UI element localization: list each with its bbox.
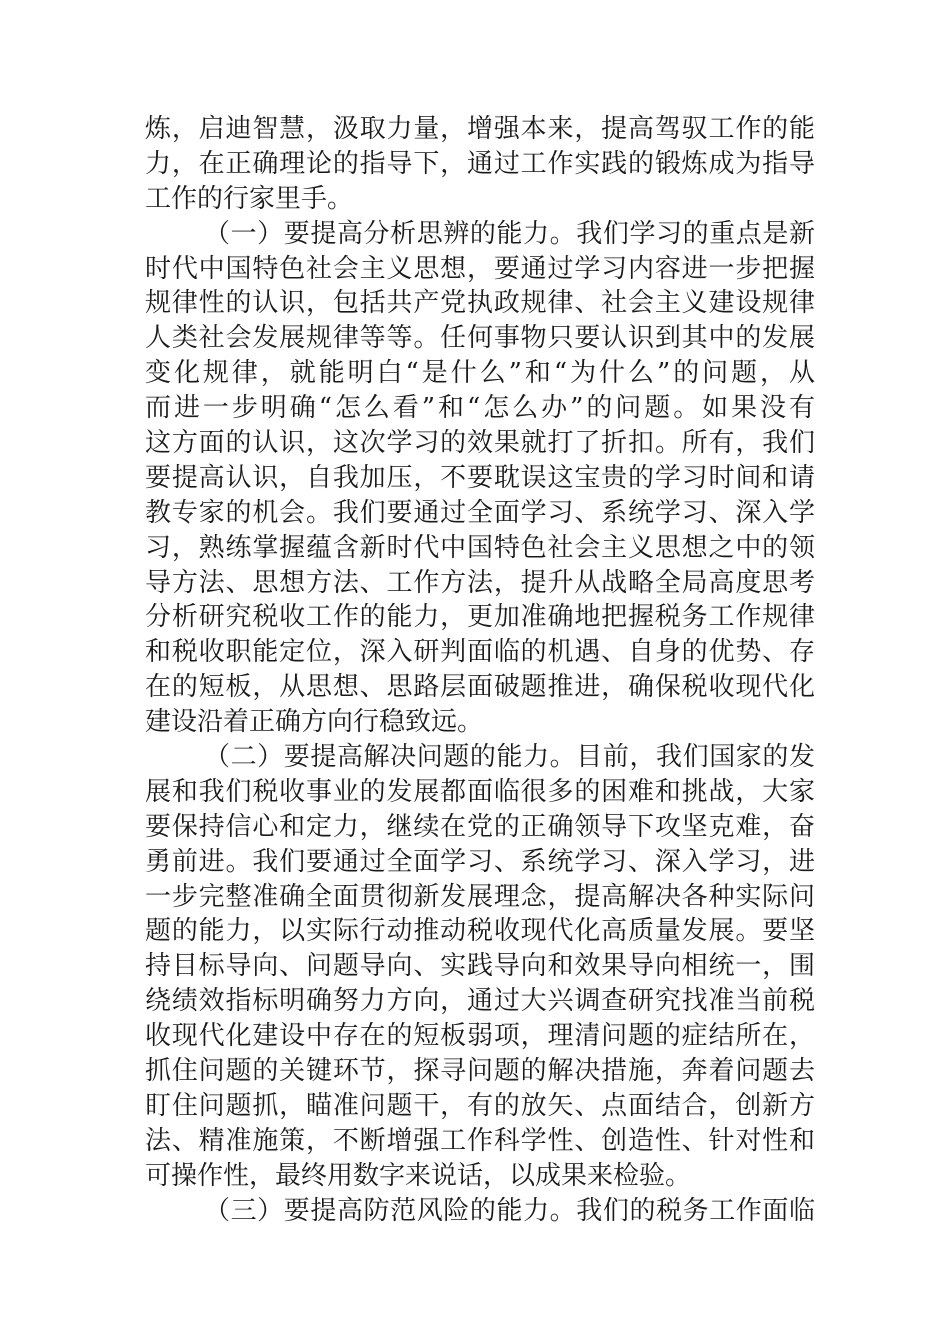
text-line: 习，熟练掌握蕴含新时代中国特色社会主义思想之中的领 <box>145 532 815 563</box>
text-line: 抓住问题的关键环节，探寻问题的解决措施，奔着问题去 <box>145 1056 815 1087</box>
section-heading-line: （一）要提高分析思辨的能力。我们学习的重点是新 <box>204 218 815 249</box>
text-line: 盯住问题抓，瞄准问题干，有的放矢、点面结合，创新方 <box>145 1090 815 1121</box>
text-line: 收现代化建设中存在的短板弱项，理清问题的症结所在， <box>145 1021 815 1052</box>
text-line: 分析研究税收工作的能力，更加准确地把握税务工作规律 <box>145 602 815 633</box>
text-line: 一步完整准确全面贯彻新发展理念，提高解决各种实际问 <box>145 881 815 912</box>
text-line: 持目标导向、问题导向、实践导向和效果导向相统一，围 <box>145 951 815 982</box>
text-line: 题的能力，以实际行动推动税收现代化高质量发展。要坚 <box>145 916 815 947</box>
text-line: 而进一步明确“怎么看”和“怎么办”的问题。如果没有 <box>145 393 815 424</box>
text-line: 建设沿着正确方向行稳致远。 <box>145 707 484 738</box>
text-line: 在的短板，从思想、思路层面破题推进，确保税收现代化 <box>145 672 815 703</box>
text-line: 时代中国特色社会主义思想，要通过学习内容进一步把握 <box>145 253 815 284</box>
text-line: 人类社会发展规律等等。任何事物只要认识到其中的发展 <box>145 323 815 354</box>
text-line: 教专家的机会。我们要通过全面学习、系统学习、深入学 <box>145 497 815 528</box>
text-line: 绕绩效指标明确努力方向，通过大兴调查研究找准当前税 <box>145 986 815 1017</box>
text-line: 可操作性，最终用数字来说话，以成果来检验。 <box>145 1160 692 1191</box>
text-line: 导方法、思想方法、工作方法，提升从战略全局高度思考 <box>145 567 815 598</box>
document-body <box>145 112 815 1229</box>
text-line: 要提高认识，自我加压，不要耽误这宝贵的学习时间和请 <box>145 462 815 493</box>
text-line: 力，在正确理论的指导下，通过工作实践的锻炼成为指导 <box>145 148 815 179</box>
text-line: 要保持信心和定力，继续在党的正确领导下攻坚克难，奋 <box>145 811 815 842</box>
text-line: 规律性的认识，包括共产党执政规律、社会主义建设规律 <box>145 288 815 319</box>
text-line: 炼，启迪智慧，汲取力量，增强本来，提高驾驭工作的能 <box>145 114 815 144</box>
text-line: 勇前进。我们要通过全面学习、系统学习、深入学习，进 <box>145 846 815 877</box>
text-line: 工作的行家里手。 <box>145 183 354 214</box>
text-line: 和税收职能定位，深入研判面临的机遇、自身的优势、存 <box>145 637 815 668</box>
text-line: 法、精准施策，不断增强工作科学性、创造性、针对性和 <box>145 1125 815 1156</box>
text-line: 变化规律，就能明白“是什么”和“为什么”的问题，从 <box>145 358 815 389</box>
text-line: 这方面的认识，这次学习的效果就打了折扣。所有，我们 <box>145 428 815 459</box>
section-heading-line: （三）要提高防范风险的能力。我们的税务工作面临 <box>204 1195 815 1226</box>
text-line: 展和我们税收事业的发展都面临很多的困难和挑战，大家 <box>145 776 815 807</box>
section-heading-line: （二）要提高解决问题的能力。目前，我们国家的发 <box>204 742 815 773</box>
